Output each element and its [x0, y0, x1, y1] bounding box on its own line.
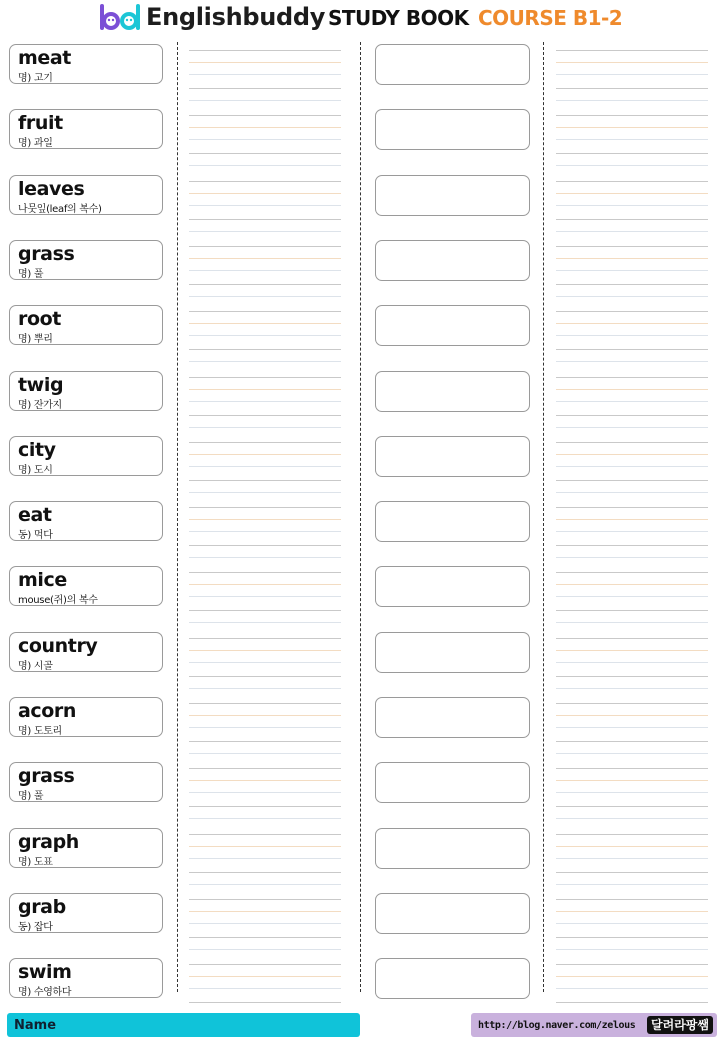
writing-line: [189, 596, 341, 597]
writing-line: [189, 911, 341, 912]
word-korean-meaning: 명) 잔가지: [18, 400, 62, 411]
writing-line: [556, 846, 708, 847]
word-korean-meaning: 명) 과일: [18, 138, 53, 149]
answer-box[interactable]: [375, 762, 530, 803]
writing-line: [556, 780, 708, 781]
writing-line: [189, 442, 341, 443]
writing-line: [189, 572, 341, 573]
writing-line: [556, 231, 708, 232]
writing-line: [189, 753, 341, 754]
blog-bar: [471, 1013, 717, 1037]
writing-line: [189, 153, 341, 154]
writing-line: [189, 688, 341, 689]
writing-line: [189, 100, 341, 101]
word-english: city: [18, 439, 56, 461]
writing-line: [556, 181, 708, 182]
writing-line: [556, 270, 708, 271]
word-english: grab: [18, 896, 66, 918]
writing-line: [556, 911, 708, 912]
writing-line: [189, 676, 341, 677]
writing-line: [556, 466, 708, 467]
name-label: Name: [14, 1018, 57, 1033]
writing-line: [189, 557, 341, 558]
writing-line: [556, 622, 708, 623]
writing-line: [556, 638, 708, 639]
word-card: [9, 697, 163, 737]
answer-box[interactable]: [375, 828, 530, 869]
writing-line: [556, 480, 708, 481]
word-card: [9, 632, 163, 672]
writing-line: [189, 205, 341, 206]
writing-line: [189, 792, 341, 793]
writing-line: [189, 231, 341, 232]
word-english: root: [18, 308, 61, 330]
answer-box[interactable]: [375, 501, 530, 542]
writing-line: [556, 545, 708, 546]
writing-line: [189, 818, 341, 819]
writing-line: [189, 88, 341, 89]
writing-line: [556, 884, 708, 885]
writing-line: [556, 50, 708, 51]
writing-line: [189, 492, 341, 493]
writing-line: [189, 650, 341, 651]
word-card: [9, 44, 163, 84]
writing-line: [189, 219, 341, 220]
answer-box[interactable]: [375, 44, 530, 85]
writing-line: [556, 949, 708, 950]
writing-line: [556, 596, 708, 597]
writing-line: [189, 899, 341, 900]
answer-box[interactable]: [375, 893, 530, 934]
word-english: grass: [18, 765, 75, 787]
writing-line: [556, 858, 708, 859]
writing-line: [556, 296, 708, 297]
column-divider-left: [177, 42, 178, 992]
writing-line: [556, 415, 708, 416]
writing-line: [556, 688, 708, 689]
writing-line: [189, 270, 341, 271]
writing-line: [189, 858, 341, 859]
writing-line: [556, 988, 708, 989]
writing-line: [556, 139, 708, 140]
word-korean-meaning: 명) 도시: [18, 465, 53, 476]
writing-line: [189, 872, 341, 873]
answer-box[interactable]: [375, 109, 530, 150]
writing-line: [189, 949, 341, 950]
word-korean-meaning: 명) 수영하다: [18, 987, 72, 998]
writing-line: [556, 153, 708, 154]
word-card: [9, 371, 163, 411]
word-card: [9, 762, 163, 802]
answer-box[interactable]: [375, 371, 530, 412]
word-card: [9, 958, 163, 998]
word-korean-meaning: 동) 잡다: [18, 922, 53, 933]
word-korean-meaning: 명) 고기: [18, 73, 53, 84]
word-english: fruit: [18, 112, 63, 134]
answer-box[interactable]: [375, 240, 530, 281]
writing-line: [189, 976, 341, 977]
word-korean-meaning: 명) 뿌리: [18, 334, 53, 345]
writing-line: [189, 622, 341, 623]
writing-line: [189, 258, 341, 259]
writing-line: [556, 976, 708, 977]
word-korean-meaning: mouse(쥐)의 복수: [18, 595, 98, 606]
writing-line: [189, 361, 341, 362]
writing-line: [189, 335, 341, 336]
writing-line: [556, 899, 708, 900]
writing-line: [556, 650, 708, 651]
writing-line: [189, 377, 341, 378]
writing-line: [556, 127, 708, 128]
writing-line: [556, 676, 708, 677]
writing-line: [189, 181, 341, 182]
writing-line: [189, 638, 341, 639]
writing-line: [189, 50, 341, 51]
writing-line: [556, 531, 708, 532]
word-korean-meaning: 명) 풀: [18, 791, 44, 802]
writing-line: [556, 165, 708, 166]
writing-line: [189, 703, 341, 704]
writing-line: [556, 834, 708, 835]
word-english: country: [18, 635, 98, 657]
page-header: [0, 0, 720, 38]
writing-line: [556, 284, 708, 285]
brand-name: Englishbuddy: [146, 3, 326, 31]
writing-line: [189, 466, 341, 467]
answer-box[interactable]: [375, 566, 530, 607]
answer-box[interactable]: [375, 305, 530, 346]
writing-line: [556, 818, 708, 819]
writing-line: [556, 377, 708, 378]
writing-line: [556, 937, 708, 938]
writing-line: [556, 401, 708, 402]
writing-line: [189, 74, 341, 75]
writing-line: [556, 741, 708, 742]
writing-line: [556, 662, 708, 663]
writing-line: [556, 100, 708, 101]
writing-line: [189, 741, 341, 742]
study-book-title: STUDY BOOK: [328, 6, 469, 30]
writing-line: [189, 806, 341, 807]
writing-line: [556, 557, 708, 558]
writing-line: [189, 884, 341, 885]
writing-line: [189, 1002, 341, 1003]
writing-line: [556, 768, 708, 769]
writing-line: [189, 284, 341, 285]
writing-line: [556, 806, 708, 807]
writing-line: [556, 349, 708, 350]
englishbuddy-logo-icon: [98, 2, 144, 34]
writing-line: [189, 937, 341, 938]
writing-line: [556, 62, 708, 63]
word-english: graph: [18, 831, 79, 853]
word-english: acorn: [18, 700, 77, 722]
writing-line: [189, 834, 341, 835]
writing-line: [189, 246, 341, 247]
answer-box[interactable]: [375, 632, 530, 673]
writing-line: [189, 727, 341, 728]
word-card: [9, 566, 163, 606]
writing-line: [556, 923, 708, 924]
writing-line: [189, 401, 341, 402]
word-korean-meaning: 명) 시골: [18, 661, 53, 672]
writing-line: [189, 531, 341, 532]
writing-line: [189, 115, 341, 116]
writing-line: [189, 193, 341, 194]
writing-line: [556, 492, 708, 493]
writing-line: [556, 1002, 708, 1003]
writing-line: [556, 572, 708, 573]
blog-brand: 달려라팡쌤: [647, 1016, 713, 1034]
word-card: [9, 828, 163, 868]
writing-line: [556, 454, 708, 455]
writing-line: [556, 727, 708, 728]
answer-box[interactable]: [375, 436, 530, 477]
writing-line: [189, 311, 341, 312]
writing-line: [556, 219, 708, 220]
writing-line: [189, 415, 341, 416]
writing-line: [556, 610, 708, 611]
writing-line: [189, 715, 341, 716]
writing-line: [189, 454, 341, 455]
writing-line: [189, 780, 341, 781]
writing-line: [556, 74, 708, 75]
word-english: meat: [18, 47, 71, 69]
word-card: [9, 305, 163, 345]
writing-line: [556, 964, 708, 965]
word-korean-meaning: 나뭇잎(leaf의 복수): [18, 204, 102, 215]
writing-line: [189, 165, 341, 166]
writing-line: [556, 88, 708, 89]
word-card: [9, 436, 163, 476]
writing-line: [189, 768, 341, 769]
writing-line: [556, 193, 708, 194]
writing-line: [189, 988, 341, 989]
writing-line: [556, 205, 708, 206]
column-divider-center: [360, 42, 361, 992]
writing-line: [189, 519, 341, 520]
writing-line: [556, 389, 708, 390]
writing-line: [189, 62, 341, 63]
writing-line: [556, 507, 708, 508]
writing-line: [556, 361, 708, 362]
writing-line: [556, 115, 708, 116]
writing-line: [189, 923, 341, 924]
writing-line: [556, 703, 708, 704]
writing-line: [189, 610, 341, 611]
word-korean-meaning: 명) 도토리: [18, 726, 62, 737]
writing-line: [556, 519, 708, 520]
writing-line: [189, 480, 341, 481]
writing-line: [556, 335, 708, 336]
writing-line: [189, 323, 341, 324]
writing-line: [556, 584, 708, 585]
writing-line: [189, 964, 341, 965]
column-divider-right: [543, 42, 544, 992]
writing-line: [189, 662, 341, 663]
word-korean-meaning: 명) 풀: [18, 269, 44, 280]
word-english: twig: [18, 374, 64, 396]
writing-line: [556, 246, 708, 247]
name-bar[interactable]: [7, 1013, 360, 1037]
writing-line: [189, 139, 341, 140]
word-korean-meaning: 명) 도표: [18, 857, 53, 868]
word-card: [9, 175, 163, 215]
word-english: swim: [18, 961, 72, 983]
course-label: COURSE B1-2: [478, 6, 623, 30]
writing-line: [189, 507, 341, 508]
writing-line: [556, 872, 708, 873]
writing-line: [189, 846, 341, 847]
word-korean-meaning: 동) 먹다: [18, 530, 53, 541]
word-card: [9, 893, 163, 933]
writing-line: [189, 389, 341, 390]
writing-line: [556, 258, 708, 259]
writing-line: [556, 792, 708, 793]
writing-line: [189, 427, 341, 428]
writing-line: [189, 127, 341, 128]
writing-line: [556, 323, 708, 324]
word-english: grass: [18, 243, 75, 265]
blog-url[interactable]: http://blog.naver.com/zelous: [478, 1020, 636, 1031]
writing-line: [556, 753, 708, 754]
word-english: mice: [18, 569, 67, 591]
answer-box[interactable]: [375, 697, 530, 738]
answer-box[interactable]: [375, 958, 530, 999]
word-card: [9, 109, 163, 149]
writing-line: [189, 296, 341, 297]
writing-line: [189, 545, 341, 546]
word-card: [9, 240, 163, 280]
word-english: eat: [18, 504, 52, 526]
word-card: [9, 501, 163, 541]
writing-line: [189, 584, 341, 585]
writing-line: [189, 349, 341, 350]
writing-line: [556, 715, 708, 716]
word-english: leaves: [18, 178, 85, 200]
answer-box[interactable]: [375, 175, 530, 216]
writing-line: [556, 442, 708, 443]
writing-line: [556, 427, 708, 428]
writing-line: [556, 311, 708, 312]
